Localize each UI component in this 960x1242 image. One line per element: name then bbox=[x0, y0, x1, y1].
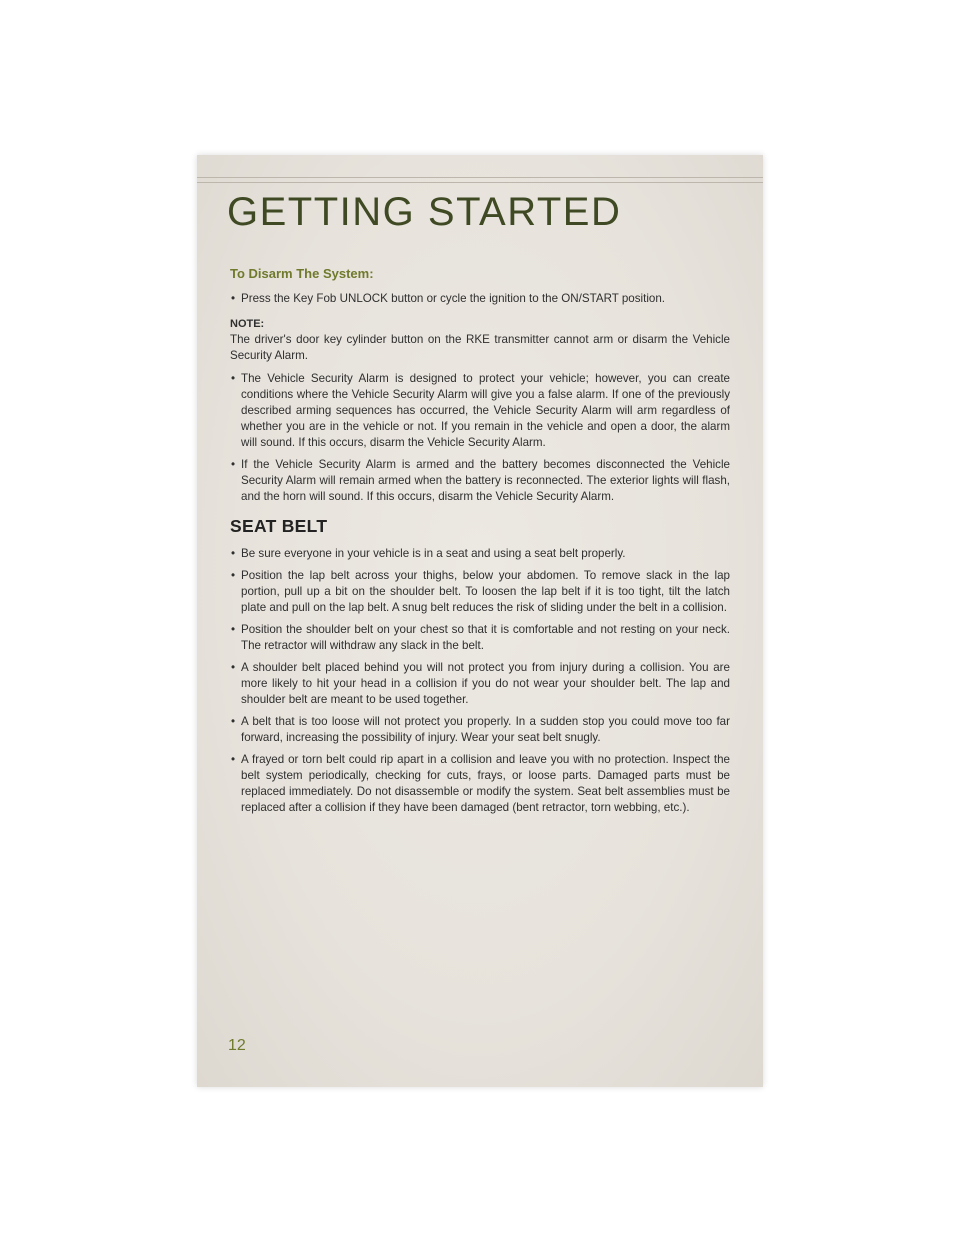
page-content bbox=[230, 266, 730, 822]
list-item: • Position the lap belt across your thighs, below your abdomen. To remove slack in the lap portion, pull up a bit on the shoulder belt. To loosen the lap belt if it is too tight, tilt the latch plate and pull on the lap belt. A snug belt reduces the risk of sliding under the belt in a collision. bbox=[231, 569, 730, 614]
header-rule-top bbox=[197, 177, 763, 178]
list-item: • If the Vehicle Security Alarm is armed and the battery becomes disconnected the Vehicle Security Alarm will remain armed when the battery is reconnected. The exterior lights will flash, and the horn will sound. If this occurs, disarm the Vehicle Security Alarm. bbox=[231, 458, 730, 503]
manual-page bbox=[197, 155, 763, 1087]
section-heading-seat-belt: SEAT BELT bbox=[230, 516, 328, 536]
list-item: • A belt that is too loose will not protect you properly. In a sudden stop you could move too far forward, increasing the possibility of injury. Wear your seat belt snugly. bbox=[231, 715, 730, 744]
list-item: • Press the Key Fob UNLOCK button or cycle the ignition to the ON/START position. bbox=[231, 292, 666, 305]
bullet-icon: • bbox=[231, 753, 236, 766]
bullet-icon: • bbox=[231, 372, 236, 385]
bullet-icon: • bbox=[231, 569, 236, 582]
note-label: NOTE: bbox=[230, 318, 265, 330]
list-item: • A shoulder belt placed behind you will not protect you from injury during a collision. You are more likely to hit your head in a collision if you do not wear your shoulder belt. The lap and shoulder belt are meant to be used together. bbox=[231, 661, 730, 706]
disarm-heading: To Disarm The System: bbox=[230, 266, 374, 281]
bullet-icon: • bbox=[231, 547, 236, 560]
bullet-icon: • bbox=[231, 458, 236, 471]
list-item: • Position the shoulder belt on your chest so that it is comfortable and not resting on your neck. The retractor will withdraw any slack in the belt. bbox=[231, 623, 730, 652]
page-number: 12 bbox=[228, 1037, 246, 1054]
alarm-bullet-list bbox=[230, 371, 730, 505]
bullet-icon: • bbox=[231, 661, 236, 674]
chapter-title: GETTING STARTED bbox=[227, 190, 622, 234]
bullet-icon: • bbox=[231, 623, 236, 636]
bullet-icon: • bbox=[231, 715, 236, 728]
list-item: • Be sure everyone in your vehicle is in a seat and using a seat belt properly. bbox=[231, 547, 626, 560]
note-text: The driver's door key cylinder button on the RKE transmitter cannot arm or disarm the Vehicle Security Alarm. bbox=[230, 333, 730, 362]
disarm-bullet-list bbox=[230, 291, 730, 307]
list-item: • The Vehicle Security Alarm is designed to protect your vehicle; however, you can create conditions where the Vehicle Security Alarm will give you a false alarm. If one of the previously described arming sequences has occurred, the Vehicle Security Alarm will arm regardless of whether you are in the vehicle or not. If you remain in the vehicle and open a door, the alarm will sound. If this occurs, disarm the Vehicle Security Alarm. bbox=[231, 372, 730, 449]
list-item: • A frayed or torn belt could rip apart in a collision and leave you with no protection. Inspect the belt system periodically, checking for cuts, frays, or loose parts. Damaged parts must be replaced immediately. Do not disassemble or modify the system. Seat belt assemblies must be replaced after a collision if they have been damaged (bent retractor, torn webbing, etc.). bbox=[231, 753, 730, 814]
seat-belt-bullet-list bbox=[230, 546, 730, 816]
header-rule-bottom bbox=[197, 182, 763, 183]
bullet-icon: • bbox=[231, 292, 236, 305]
